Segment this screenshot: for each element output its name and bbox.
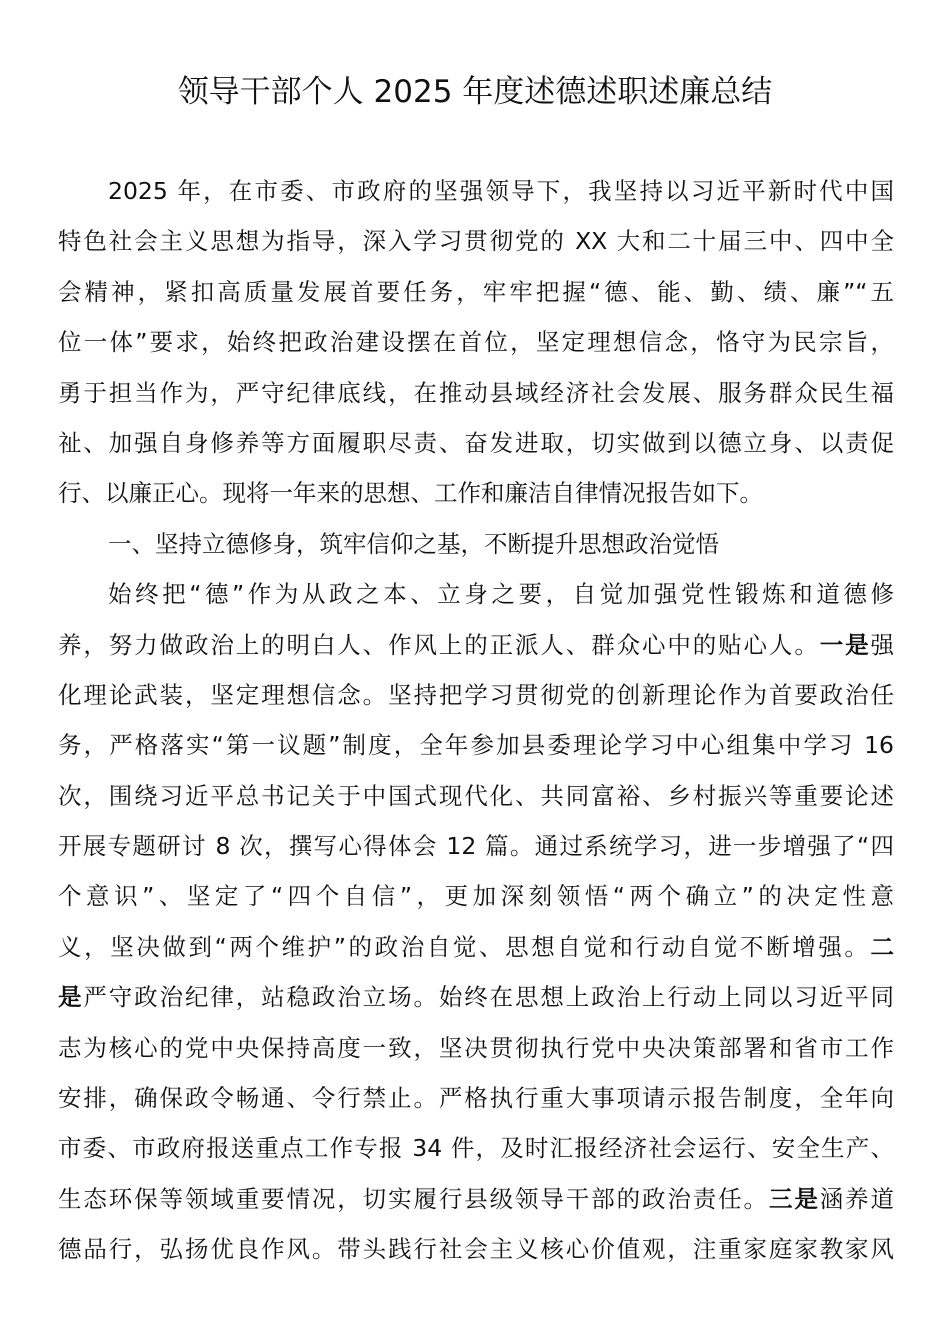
text-span: 义，坚决做到“两个维护”的政治自觉、思想自觉和行动自觉不断增强。	[58, 932, 871, 961]
text-span: 个意识”、坚定了“四个自信”，更加深刻领悟“两个确立”的决定性意	[58, 882, 894, 911]
text-line: 勇于担当作为，严守纪律底线，在推动县域经济社会发展、服务群众民生福	[58, 378, 894, 407]
text-span: 志为核心的党中央保持高度一致，坚决贯彻执行党中央决策部署和省市工作	[58, 1033, 894, 1062]
section-heading: 一、坚持立德修身，筑牢信仰之基，不断提升思想政治觉悟	[108, 529, 719, 558]
text-line	[58, 670, 894, 720]
bold-marker: 一是	[819, 630, 871, 659]
text-line	[58, 720, 894, 770]
text-line	[58, 620, 894, 670]
document-title: 领导干部个人 2025 年度述德述职述廉总结	[177, 74, 773, 110]
text-line	[58, 1174, 894, 1224]
text-line	[58, 1023, 894, 1073]
text-line	[58, 1224, 894, 1274]
text-line	[58, 871, 894, 921]
text-line	[58, 1123, 894, 1173]
text-span: 化理论武装，坚定理想信念。坚持把学习贯彻党的创新理论作为首要政治任	[58, 680, 894, 709]
text-line	[58, 922, 894, 972]
text-span: 开展专题研讨 8 次，撰写心得体会 12 篇。通过系统学习，进一步增强了“四	[58, 832, 894, 861]
text-span: 次，围绕习近平总书记关于中国式现代化、共同富裕、乡村振兴等重要论述	[58, 781, 894, 810]
bold-marker: 三是	[768, 1184, 820, 1213]
text-span: 始终把“德”作为从政之本、立身之要，自觉加强党性锻炼和道德修	[108, 580, 894, 609]
text-line	[58, 821, 894, 871]
text-line: 祉、加强自身修养等方面履职尽责、奋发进取，切实做到以德立身、以责促	[58, 428, 894, 457]
text-span: 养，努力做政治上的明白人、作风上的正派人、群众心中的贴心人。	[58, 630, 820, 659]
text-line	[58, 972, 894, 1022]
text-span: 严守政治纪律，站稳政治立场。始终在思想上政治上行动上同以习近平同	[83, 983, 894, 1012]
text-line: 2025 年，在市委、市政府的坚强领导下，我坚持以习近平新时代中国	[108, 177, 894, 205]
text-line	[58, 771, 894, 821]
text-span: 强	[870, 630, 894, 659]
text-span: 生态环保等领域重要情况，切实履行县级领导干部的政治责任。	[58, 1184, 769, 1213]
text-line: 特色社会主义思想为指导，深入学习贯彻党的 XX 大和二十届三中、四中全	[58, 227, 894, 256]
bold-marker: 是	[58, 983, 84, 1012]
text-line: 会精神，紧扣高质量发展首要任务，牢牢把握“德、能、勤、绩、廉”“五	[58, 277, 894, 306]
text-span: 安排，确保政令畅通、令行禁止。严格执行重大事项请示报告制度，全年向	[58, 1084, 894, 1113]
text-line	[58, 1073, 894, 1123]
text-span: 涵养道	[819, 1184, 894, 1213]
document-body	[58, 166, 894, 1275]
text-line: 位一体”要求，始终把政治建设摆在首位，坚定理想信念，恪守为民宗旨，	[58, 328, 894, 357]
bold-marker: 二	[870, 932, 894, 961]
text-line	[58, 569, 894, 619]
text-span: 务，严格落实“第一议题”制度，全年参加县委理论学习中心组集中学习 16	[58, 731, 894, 760]
text-span: 市委、市政府报送重点工作专报 34 件，及时汇报经济社会运行、安全生产、	[58, 1134, 894, 1163]
text-line: 行、以廉正心。现将一年来的思想、工作和廉洁自律情况报告如下。	[58, 479, 763, 508]
text-span: 德品行，弘扬优良作风。带头践行社会主义核心价值观，注重家庭家教家风	[58, 1235, 894, 1264]
